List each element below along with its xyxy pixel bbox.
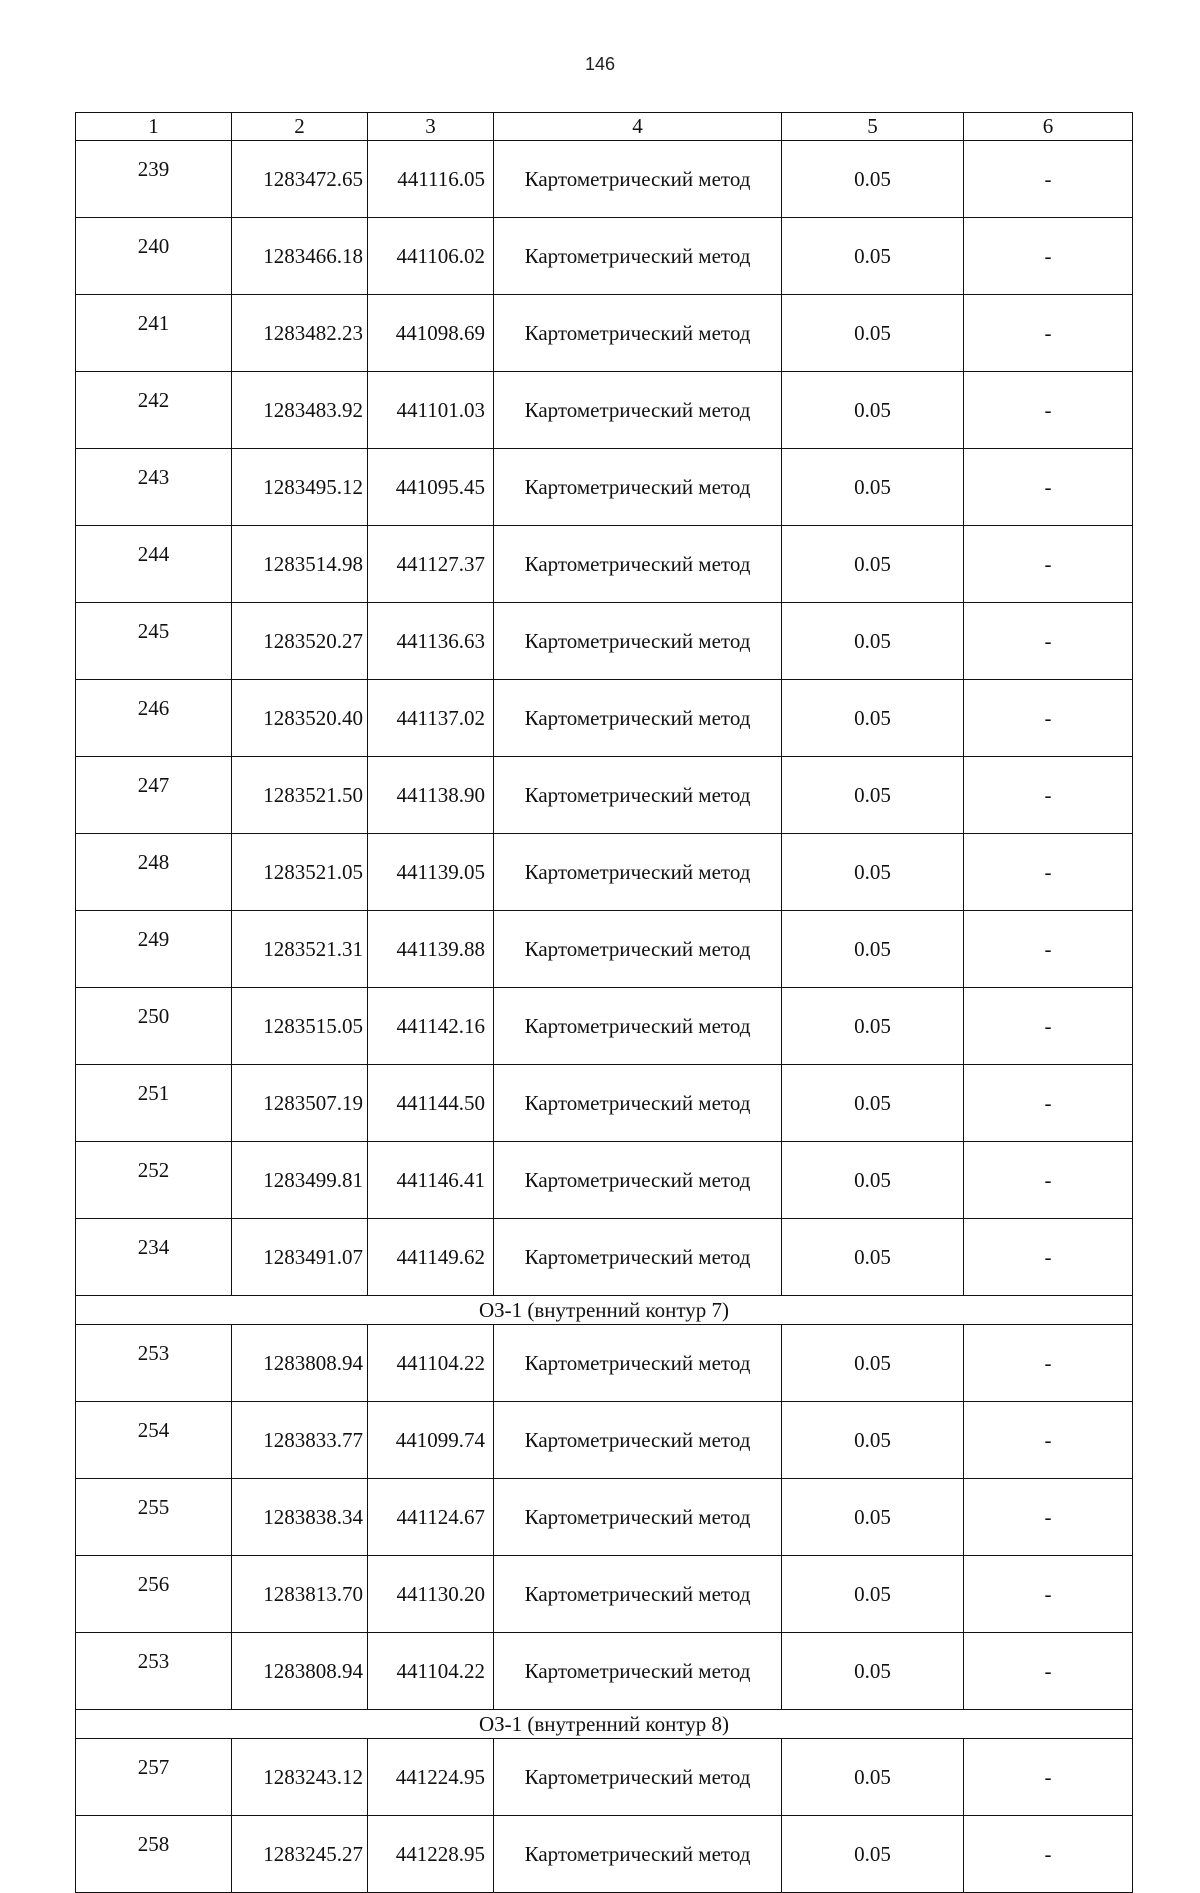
point-number-cell: 234 [76, 1219, 232, 1296]
header-row [76, 113, 1133, 141]
point-number-cell: 250 [76, 988, 232, 1065]
accuracy-cell: 0.05 [782, 141, 964, 218]
method-cell: Картометрический метод [494, 372, 782, 449]
table-header [76, 113, 1133, 141]
method-cell: Картометрический метод [494, 988, 782, 1065]
coord-y-cell: 441139.05 [368, 834, 494, 911]
method-cell: Картометрический метод [494, 1816, 782, 1893]
accuracy-cell: 0.05 [782, 1739, 964, 1816]
coord-y-cell: 441099.74 [368, 1402, 494, 1479]
point-number-cell: 241 [76, 295, 232, 372]
note-cell: - [964, 449, 1133, 526]
point-number-cell: 242 [76, 372, 232, 449]
point-number-cell: 257 [76, 1739, 232, 1816]
method-cell: Картометрический метод [494, 1065, 782, 1142]
table-row [76, 1402, 1133, 1479]
header-cell-2: 2 [232, 113, 368, 141]
accuracy-cell: 0.05 [782, 834, 964, 911]
coord-x-cell: 1283472.65 [232, 141, 368, 218]
point-number-cell: 247 [76, 757, 232, 834]
note-cell: - [964, 1142, 1133, 1219]
accuracy-cell: 0.05 [782, 1065, 964, 1142]
method-cell: Картометрический метод [494, 1142, 782, 1219]
coord-y-cell: 441144.50 [368, 1065, 494, 1142]
coord-x-cell: 1283521.05 [232, 834, 368, 911]
method-cell: Картометрический метод [494, 1633, 782, 1710]
table-row [76, 911, 1133, 988]
coord-y-cell: 441142.16 [368, 988, 494, 1065]
accuracy-cell: 0.05 [782, 1556, 964, 1633]
method-cell: Картометрический метод [494, 603, 782, 680]
accuracy-cell: 0.05 [782, 1219, 964, 1296]
method-cell: Картометрический метод [494, 757, 782, 834]
method-cell: Картометрический метод [494, 449, 782, 526]
coord-x-cell: 1283813.70 [232, 1556, 368, 1633]
point-number-cell: 253 [76, 1325, 232, 1402]
section-row [76, 1296, 1133, 1325]
accuracy-cell: 0.05 [782, 295, 964, 372]
method-cell: Картометрический метод [494, 834, 782, 911]
table-row [76, 449, 1133, 526]
accuracy-cell: 0.05 [782, 372, 964, 449]
coordinates-table [75, 112, 1133, 1893]
method-cell: Картометрический метод [494, 680, 782, 757]
note-cell: - [964, 680, 1133, 757]
coord-x-cell: 1283520.27 [232, 603, 368, 680]
section-title: ОЗ-1 (внутренний контур 7) [76, 1296, 1133, 1325]
table-row [76, 141, 1133, 218]
note-cell: - [964, 1479, 1133, 1556]
coord-x-cell: 1283482.23 [232, 295, 368, 372]
coord-y-cell: 441228.95 [368, 1816, 494, 1893]
coord-x-cell: 1283520.40 [232, 680, 368, 757]
method-cell: Картометрический метод [494, 141, 782, 218]
coord-x-cell: 1283491.07 [232, 1219, 368, 1296]
method-cell: Картометрический метод [494, 1325, 782, 1402]
table-row [76, 1219, 1133, 1296]
coord-y-cell: 441106.02 [368, 218, 494, 295]
note-cell: - [964, 141, 1133, 218]
note-cell: - [964, 1325, 1133, 1402]
header-cell-4: 4 [494, 113, 782, 141]
coord-x-cell: 1283838.34 [232, 1479, 368, 1556]
note-cell: - [964, 757, 1133, 834]
table-row [76, 372, 1133, 449]
method-cell: Картометрический метод [494, 1556, 782, 1633]
coord-y-cell: 441124.67 [368, 1479, 494, 1556]
method-cell: Картометрический метод [494, 295, 782, 372]
point-number-cell: 255 [76, 1479, 232, 1556]
note-cell: - [964, 988, 1133, 1065]
table-row [76, 757, 1133, 834]
header-cell-1: 1 [76, 113, 232, 141]
accuracy-cell: 0.05 [782, 680, 964, 757]
accuracy-cell: 0.05 [782, 757, 964, 834]
point-number-cell: 251 [76, 1065, 232, 1142]
header-cell-6: 6 [964, 113, 1133, 141]
coord-x-cell: 1283507.19 [232, 1065, 368, 1142]
coord-y-cell: 441136.63 [368, 603, 494, 680]
note-cell: - [964, 218, 1133, 295]
section-title: ОЗ-1 (внутренний контур 8) [76, 1710, 1133, 1739]
note-cell: - [964, 526, 1133, 603]
table-row [76, 1816, 1133, 1893]
coord-x-cell: 1283466.18 [232, 218, 368, 295]
note-cell: - [964, 295, 1133, 372]
point-number-cell: 245 [76, 603, 232, 680]
coord-x-cell: 1283245.27 [232, 1816, 368, 1893]
table-row [76, 603, 1133, 680]
coord-y-cell: 441139.88 [368, 911, 494, 988]
point-number-cell: 243 [76, 449, 232, 526]
accuracy-cell: 0.05 [782, 603, 964, 680]
coord-y-cell: 441146.41 [368, 1142, 494, 1219]
coord-y-cell: 441224.95 [368, 1739, 494, 1816]
coord-x-cell: 1283833.77 [232, 1402, 368, 1479]
coord-y-cell: 441095.45 [368, 449, 494, 526]
point-number-cell: 256 [76, 1556, 232, 1633]
point-number-cell: 253 [76, 1633, 232, 1710]
section-row [76, 1710, 1133, 1739]
coord-y-cell: 441137.02 [368, 680, 494, 757]
coord-x-cell: 1283514.98 [232, 526, 368, 603]
accuracy-cell: 0.05 [782, 1816, 964, 1893]
table-row [76, 834, 1133, 911]
note-cell: - [964, 1739, 1133, 1816]
method-cell: Картометрический метод [494, 1402, 782, 1479]
note-cell: - [964, 372, 1133, 449]
coord-y-cell: 441130.20 [368, 1556, 494, 1633]
accuracy-cell: 0.05 [782, 1325, 964, 1402]
table-row [76, 1739, 1133, 1816]
point-number-cell: 240 [76, 218, 232, 295]
coord-x-cell: 1283515.05 [232, 988, 368, 1065]
table-row [76, 1633, 1133, 1710]
note-cell: - [964, 1219, 1133, 1296]
coord-x-cell: 1283483.92 [232, 372, 368, 449]
table-row [76, 1556, 1133, 1633]
coord-y-cell: 441098.69 [368, 295, 494, 372]
page-number: 146 [584, 54, 616, 74]
table-row [76, 1142, 1133, 1219]
note-cell: - [964, 1556, 1133, 1633]
method-cell: Картометрический метод [494, 1739, 782, 1816]
table-row [76, 295, 1133, 372]
point-number-cell: 254 [76, 1402, 232, 1479]
point-number-cell: 252 [76, 1142, 232, 1219]
table-row [76, 680, 1133, 757]
header-cell-3: 3 [368, 113, 494, 141]
accuracy-cell: 0.05 [782, 449, 964, 526]
coord-x-cell: 1283808.94 [232, 1325, 368, 1402]
point-number-cell: 244 [76, 526, 232, 603]
table-row [76, 1065, 1133, 1142]
coord-y-cell: 441101.03 [368, 372, 494, 449]
method-cell: Картометрический метод [494, 526, 782, 603]
accuracy-cell: 0.05 [782, 988, 964, 1065]
coord-x-cell: 1283521.31 [232, 911, 368, 988]
table-body [76, 141, 1133, 1893]
note-cell: - [964, 603, 1133, 680]
accuracy-cell: 0.05 [782, 1633, 964, 1710]
note-cell: - [964, 911, 1133, 988]
accuracy-cell: 0.05 [782, 1479, 964, 1556]
table-row [76, 218, 1133, 295]
method-cell: Картометрический метод [494, 1219, 782, 1296]
coord-y-cell: 441149.62 [368, 1219, 494, 1296]
method-cell: Картометрический метод [494, 218, 782, 295]
method-cell: Картометрический метод [494, 911, 782, 988]
accuracy-cell: 0.05 [782, 218, 964, 295]
coord-y-cell: 441104.22 [368, 1633, 494, 1710]
coord-x-cell: 1283521.50 [232, 757, 368, 834]
accuracy-cell: 0.05 [782, 526, 964, 603]
coord-y-cell: 441116.05 [368, 141, 494, 218]
coord-x-cell: 1283243.12 [232, 1739, 368, 1816]
note-cell: - [964, 834, 1133, 911]
table-row [76, 1325, 1133, 1402]
note-cell: - [964, 1816, 1133, 1893]
table-row [76, 988, 1133, 1065]
point-number-cell: 249 [76, 911, 232, 988]
point-number-cell: 246 [76, 680, 232, 757]
table-row [76, 1479, 1133, 1556]
note-cell: - [964, 1065, 1133, 1142]
method-cell: Картометрический метод [494, 1479, 782, 1556]
point-number-cell: 258 [76, 1816, 232, 1893]
table-row [76, 526, 1133, 603]
accuracy-cell: 0.05 [782, 1142, 964, 1219]
coord-x-cell: 1283499.81 [232, 1142, 368, 1219]
coord-y-cell: 441104.22 [368, 1325, 494, 1402]
coord-y-cell: 441127.37 [368, 526, 494, 603]
note-cell: - [964, 1633, 1133, 1710]
accuracy-cell: 0.05 [782, 911, 964, 988]
point-number-cell: 239 [76, 141, 232, 218]
accuracy-cell: 0.05 [782, 1402, 964, 1479]
point-number-cell: 248 [76, 834, 232, 911]
coord-x-cell: 1283808.94 [232, 1633, 368, 1710]
note-cell: - [964, 1402, 1133, 1479]
coord-y-cell: 441138.90 [368, 757, 494, 834]
coord-x-cell: 1283495.12 [232, 449, 368, 526]
header-cell-5: 5 [782, 113, 964, 141]
